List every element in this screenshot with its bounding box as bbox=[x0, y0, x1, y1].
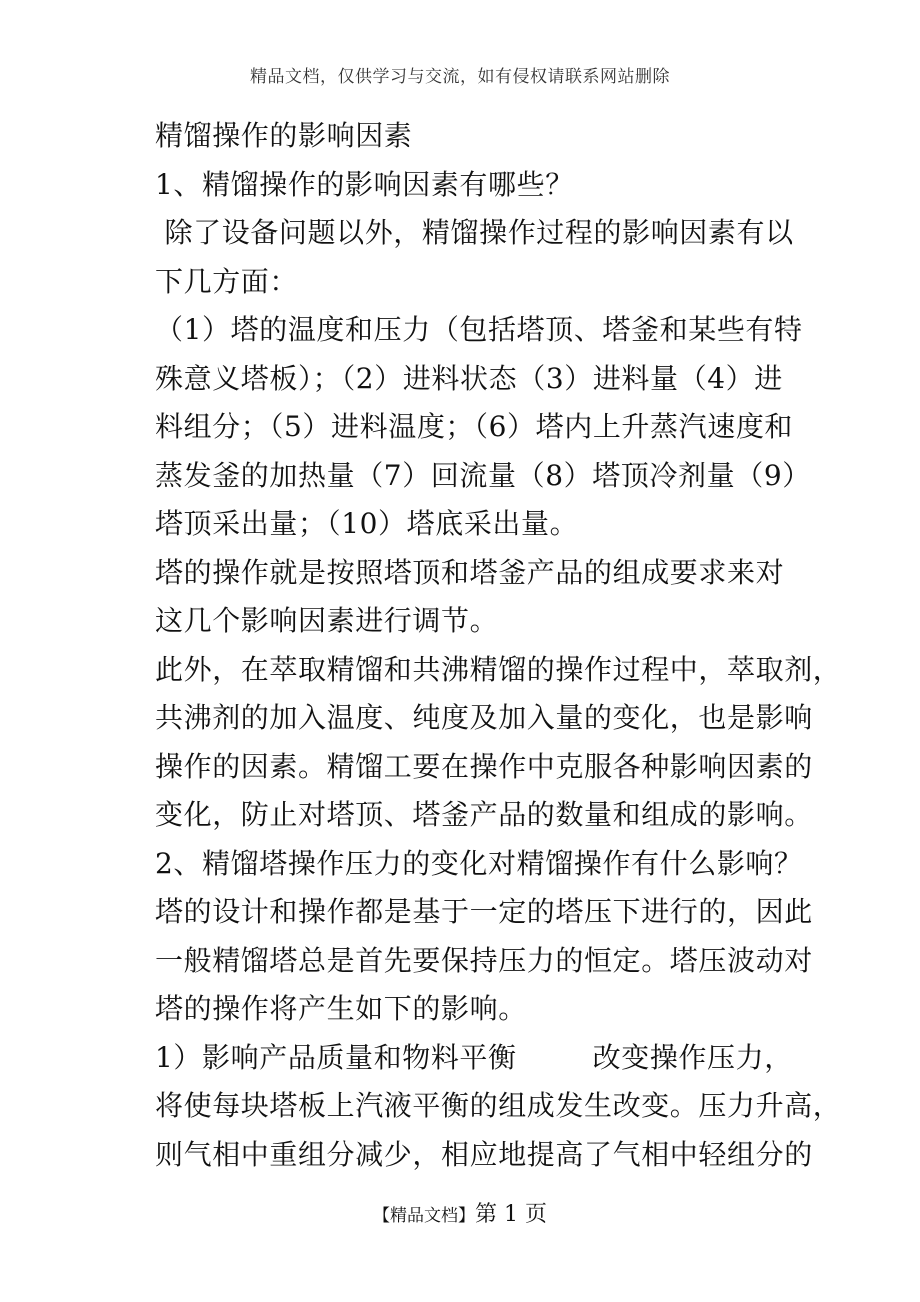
paragraph-line: 下几方面： bbox=[155, 264, 299, 298]
paragraph-line: 塔的操作就是按照塔顶和塔釜产品的组成要求来对 bbox=[155, 555, 785, 589]
page-suffix: 页 bbox=[525, 1202, 548, 1227]
paragraph-line: 一般精馏塔总是首先要保持压力的恒定。塔压波动对 bbox=[155, 943, 813, 977]
paragraph-line: 这几个影响因素进行调节。 bbox=[155, 604, 499, 637]
paragraph-line: 塔顶采出量；（10）塔底采出量。 bbox=[155, 507, 579, 540]
paragraph-line: 殊意义塔板）；（2）进料状态（3）进料量（4）进 bbox=[155, 361, 783, 395]
paragraph-line: 将使每块塔板上汽液平衡的组成发生改变。压力升高， bbox=[155, 1089, 842, 1122]
paragraph-line: 蒸发釜的加热量（7）回流量（8）塔顶冷剂量（9） bbox=[155, 458, 811, 492]
section-heading-2: 2、精馏塔操作压力的变化对精馏操作有什么影响？ bbox=[155, 846, 803, 880]
paragraph-line: 塔的设计和操作都是基于一定的塔压下进行的，因此 bbox=[155, 895, 813, 928]
page-number: 1 bbox=[504, 1202, 518, 1227]
paragraph-line: 此外，在萃取精馏和共沸精馏的操作过程中，萃取剂， bbox=[155, 652, 842, 686]
footer-tag: 【精品文档】 bbox=[372, 1206, 475, 1226]
page-prefix: 第 bbox=[474, 1202, 497, 1227]
paragraph-line: 料组分；（5）进料温度；（6）塔内上升蒸汽速度和 bbox=[155, 410, 794, 443]
paragraph-line: 操作的因素。精馏工要在操作中克服各种影响因素的 bbox=[155, 749, 813, 783]
document-title: 精馏操作的影响因素 bbox=[155, 119, 413, 152]
watermark-header: 精品文档，仅供学习与交流，如有侵权请联系网站删除 bbox=[250, 67, 670, 87]
paragraph-line: 除了设备问题以外，精馏操作过程的影响因素有以 bbox=[155, 216, 794, 249]
paragraph-line: 共沸剂的加入温度、纯度及加入量的变化，也是影响 bbox=[155, 701, 813, 734]
paragraph-line: 变化，防止对塔顶、塔釜产品的数量和组成的影响。 bbox=[155, 798, 813, 831]
section-heading-1: 1、精馏操作的影响因素有哪些？ bbox=[155, 167, 574, 201]
paragraph-line: 塔的操作将产生如下的影响。 bbox=[155, 992, 527, 1025]
paragraph-line: （1）塔的温度和压力（包括塔顶、塔釜和某些有特 bbox=[155, 313, 803, 346]
subsection-heading: 1）影响产品质量和物料平衡 改变操作压力， bbox=[155, 1040, 793, 1074]
paragraph-line: 则气相中重组分减少，相应地提高了气相中轻组分的 bbox=[155, 1137, 813, 1171]
page-footer bbox=[0, 1197, 920, 1228]
document-body bbox=[155, 112, 842, 1179]
